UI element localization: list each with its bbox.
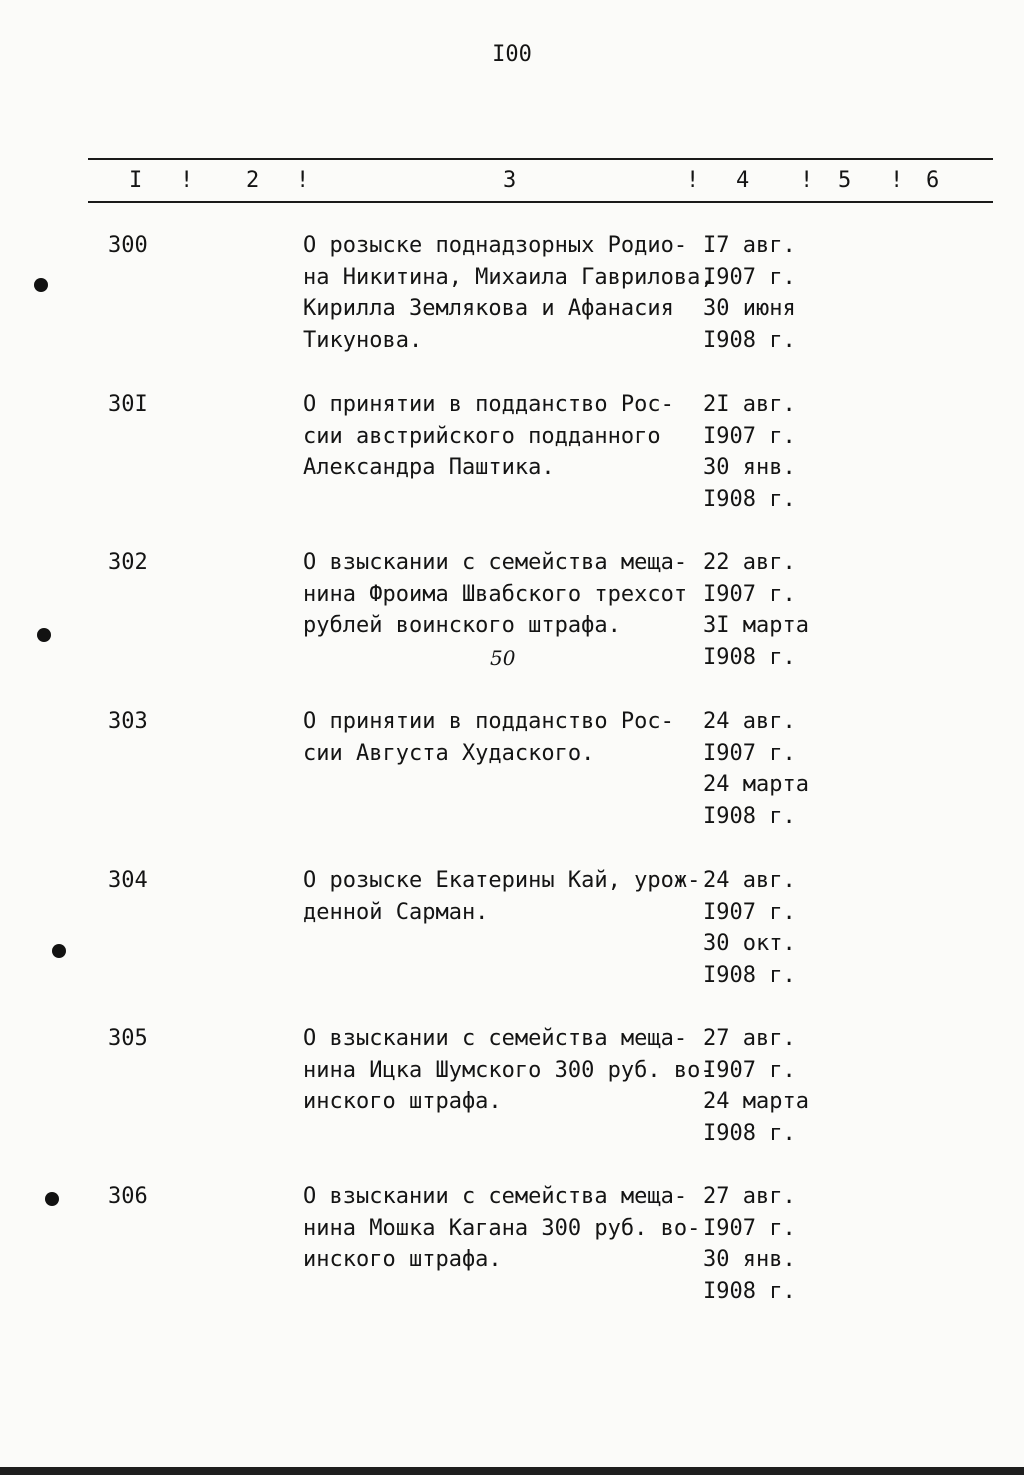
record-entry [0,550,1024,700]
scan-bottom-edge [0,1467,1024,1475]
record-description [303,233,714,359]
record-number: 306 [108,1184,148,1209]
date-line: 27 авг. [703,1026,796,1051]
date-line: I907 г. [703,899,796,925]
header-separator: ! [686,168,700,193]
header-bottom-rule [88,201,993,203]
date-line: I908 г. [703,962,796,988]
date-line: I907 г. [703,1057,796,1083]
description-line: инского штрафа. [303,1247,502,1272]
record-description [303,709,703,772]
date-line: 2I авг. [703,392,796,417]
punch-hole [45,1192,59,1206]
record-description [303,1026,714,1121]
description-line: Александра Паштика. [303,455,555,480]
header-col-2: 2 [246,168,260,193]
date-line: 30 янв. [703,1247,796,1272]
handwritten-note: 50 [490,646,516,670]
record-entry [0,1026,1024,1176]
date-line: I908 г. [703,803,796,829]
date-line: I908 г. [703,644,796,670]
record-dates [703,709,843,835]
date-line: I907 г. [703,423,796,449]
record-number: 302 [108,550,148,575]
description-line: нина Ицка Шумского 300 руб. во- [303,1057,714,1083]
record-entry [0,233,1024,383]
description-line: О взыскании с семейства меща- [303,550,688,575]
punch-hole [34,278,48,292]
record-entry [0,1184,1024,1334]
record-dates [703,868,843,994]
record-entry [0,868,1024,1018]
description-line: сии австрийского подданного [303,423,661,449]
description-line: нина Мошка Кагана 300 руб. во- [303,1215,701,1241]
date-line: 24 авг. [703,868,796,893]
date-line: I907 г. [703,264,796,290]
date-line: I908 г. [703,1120,796,1146]
header-separator: ! [180,168,194,193]
record-entry [0,709,1024,859]
record-number: 303 [108,709,148,734]
date-line: I7 авг. [703,233,796,258]
date-line: I907 г. [703,1215,796,1241]
header-col-1: I [129,168,143,193]
description-line: О взыскании с семейства меща- [303,1026,688,1051]
header-col-5: 5 [838,168,852,193]
record-dates [703,392,843,518]
description-line: нина Фроима Швабского трехсот [303,581,688,607]
header-separator: ! [296,168,310,193]
record-number: 300 [108,233,148,258]
date-line: I908 г. [703,327,796,353]
record-number: 304 [108,868,148,893]
date-line: 30 янв. [703,455,796,480]
description-line: денной Сарман. [303,899,489,925]
description-line: инского штрафа. [303,1089,502,1114]
date-line: 24 авг. [703,709,796,734]
description-line: О взыскании с семейства меща- [303,1184,688,1209]
record-dates [703,1184,843,1310]
record-number: 305 [108,1026,148,1051]
header-col-6: 6 [926,168,940,193]
date-line: 24 марта [703,1089,809,1114]
description-line: О розыске поднадзорных Родио- [303,233,688,258]
date-line: 30 окт. [703,931,796,956]
description-line: О розыске Екатерины Кай, урож- [303,868,701,893]
record-entry [0,392,1024,542]
page-number: I00 [492,42,532,67]
description-line: Тикунова. [303,327,423,353]
header-separator: ! [890,168,904,193]
date-line: 22 авг. [703,550,796,575]
date-line: I908 г. [703,1278,796,1304]
description-line: на Никитина, Михаила Гаврилова, [303,264,714,290]
header-separator: ! [800,168,814,193]
date-line: 30 июня [703,296,796,321]
description-line: Кирилла Землякова и Афанасия [303,296,674,321]
description-line: сии Августа Худаского. [303,740,595,766]
punch-hole [52,944,66,958]
date-line: 3I марта [703,613,809,638]
description-line: О принятии в подданство Рос- [303,392,674,417]
record-description [303,868,703,931]
date-line: I907 г. [703,581,796,607]
record-dates [703,233,843,359]
header-top-rule [88,158,993,160]
record-number: 30I [108,392,148,417]
description-line: О принятии в подданство Рос- [303,709,674,734]
punch-hole [37,628,51,642]
date-line: 24 марта [703,772,809,797]
date-line: I907 г. [703,740,796,766]
record-dates [703,1026,843,1152]
record-description [303,392,703,487]
date-line: 27 авг. [703,1184,796,1209]
header-col-3: 3 [503,168,517,193]
record-dates [703,550,843,676]
record-description [303,550,703,645]
date-line: I908 г. [703,486,796,512]
description-line: рублей воинского штрафа. [303,613,621,638]
header-col-4: 4 [736,168,750,193]
record-description [303,1184,703,1279]
